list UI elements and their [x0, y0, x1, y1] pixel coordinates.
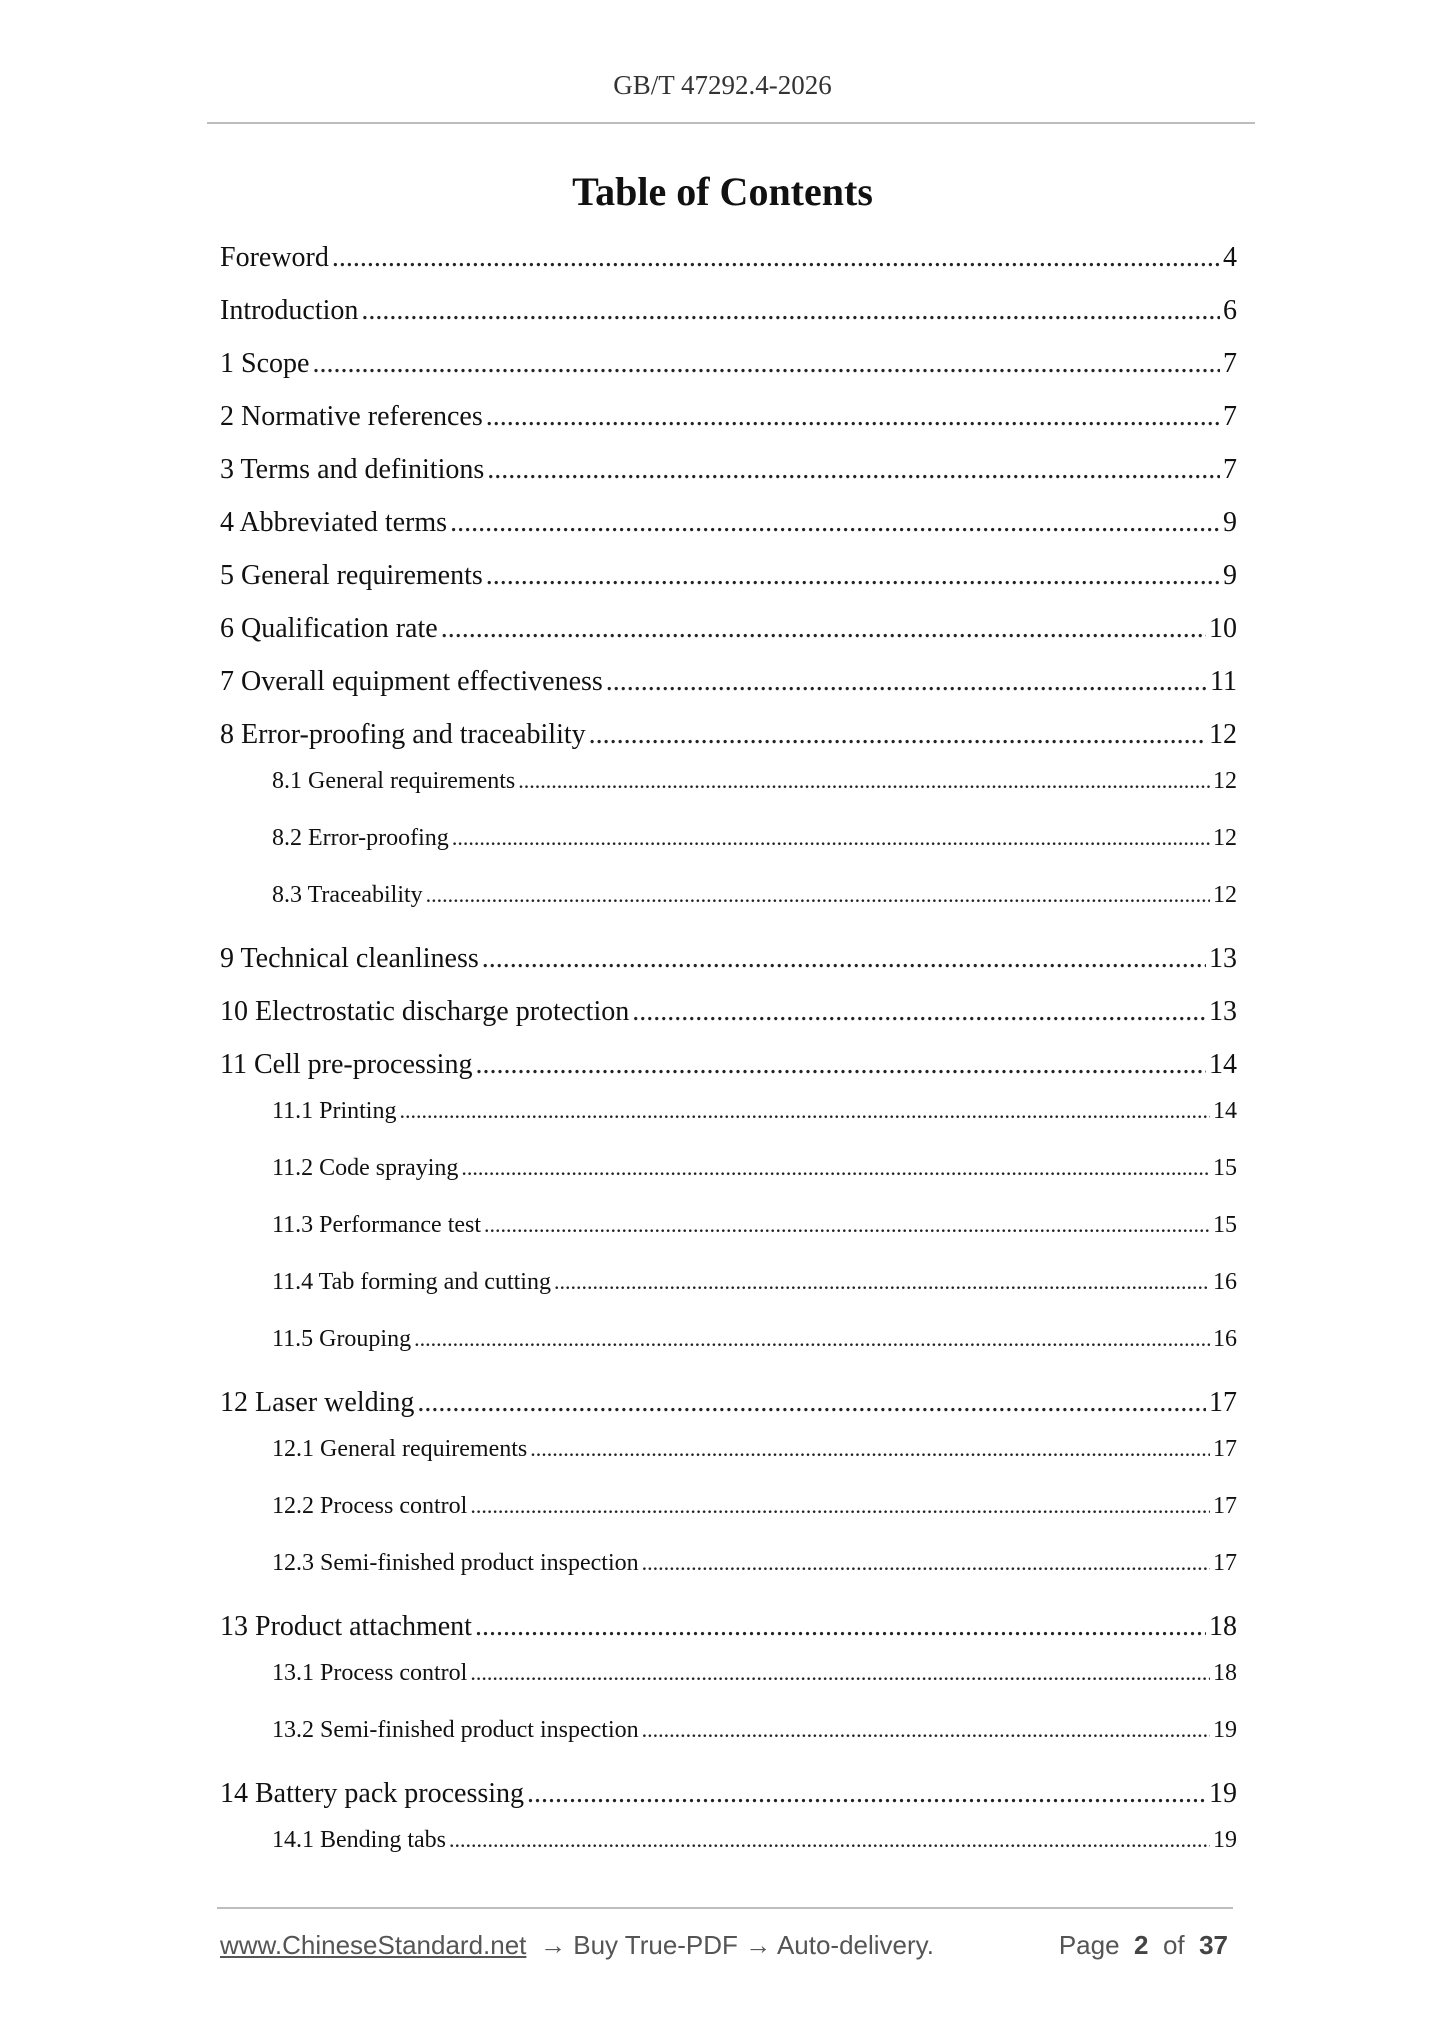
- toc-entry-page-number: 14: [1213, 1098, 1237, 1124]
- dot-leader: [486, 560, 1220, 592]
- toc-subentry[interactable]: [272, 1212, 1237, 1239]
- toc-subentry[interactable]: [272, 1827, 1237, 1854]
- toc-entry[interactable]: [220, 996, 1237, 1028]
- toc-entry-page-number: 19: [1213, 1717, 1237, 1743]
- toc-entry-label: Foreword: [220, 242, 329, 273]
- dot-leader: [312, 348, 1220, 380]
- page-of-word: of: [1162, 1930, 1185, 1960]
- toc-subentry[interactable]: [272, 768, 1237, 795]
- toc-entry-page-number: 19: [1213, 1827, 1237, 1853]
- toc-subentry[interactable]: [272, 1660, 1237, 1687]
- running-header: GB/T 47292.4-2026: [613, 70, 832, 100]
- website-link[interactable]: www.ChineseStandard.net: [220, 1930, 527, 1960]
- toc-entry[interactable]: [220, 401, 1237, 433]
- dot-leader: [441, 613, 1206, 645]
- toc-entry-label: 12 Laser welding: [220, 1387, 415, 1418]
- toc-entry-page-number: 4: [1223, 242, 1237, 273]
- toc-entry-label: 11 Cell pre-processing: [220, 1049, 473, 1080]
- toc-subentry[interactable]: [272, 825, 1237, 852]
- toc-entry-label: 14.1 Bending tabs: [272, 1827, 446, 1853]
- toc-entry-label: 5 General requirements: [220, 560, 483, 591]
- dot-leader: [642, 1550, 1210, 1577]
- toc-entry-label: 8.1 General requirements: [272, 768, 516, 794]
- toc-entry-label: 12.2 Process control: [272, 1493, 468, 1519]
- dot-leader: [589, 719, 1206, 751]
- toc-entry-page-number: 13: [1209, 943, 1237, 974]
- toc-entry-page-number: 13: [1209, 996, 1237, 1027]
- dot-leader: [414, 1326, 1210, 1353]
- toc-entry[interactable]: [220, 1778, 1237, 1810]
- toc-subentry[interactable]: [272, 1098, 1237, 1125]
- toc-entry-label: 8.3 Traceability: [272, 882, 423, 908]
- toc-entry-page-number: 17: [1213, 1493, 1237, 1519]
- toc-entry-page-number: 17: [1209, 1387, 1237, 1418]
- toc-entry-label: 11.1 Printing: [272, 1098, 397, 1124]
- dot-leader: [399, 1098, 1210, 1125]
- toc-entry[interactable]: [220, 348, 1237, 380]
- dot-leader: [449, 1827, 1210, 1854]
- dot-leader: [332, 242, 1220, 274]
- footer-promo-text: → Buy True-PDF → Auto-delivery.: [540, 1930, 934, 1960]
- dot-leader: [642, 1717, 1210, 1744]
- dot-leader: [461, 1155, 1210, 1182]
- toc-entry-page-number: 7: [1223, 401, 1237, 432]
- dot-leader: [417, 1387, 1206, 1419]
- toc-entry-label: 4 Abbreviated terms: [220, 507, 448, 538]
- toc-entry-page-number: 12: [1209, 719, 1237, 750]
- toc-entry[interactable]: [220, 454, 1237, 486]
- toc-entry-page-number: 12: [1213, 882, 1237, 908]
- toc-entry-page-number: 16: [1213, 1269, 1237, 1295]
- toc-subentry[interactable]: [272, 1493, 1237, 1520]
- dot-leader: [487, 454, 1220, 486]
- toc-subentry[interactable]: [272, 1436, 1237, 1463]
- dot-leader: [452, 825, 1210, 852]
- toc-entry-page-number: 18: [1213, 1660, 1237, 1686]
- toc-entry[interactable]: [220, 613, 1237, 645]
- toc-entry-label: 8.2 Error-proofing: [272, 825, 449, 851]
- toc-entry-label: 11.4 Tab forming and cutting: [272, 1269, 551, 1295]
- dot-leader: [361, 295, 1220, 327]
- toc-entry[interactable]: [220, 560, 1237, 592]
- toc-entry-page-number: 17: [1213, 1436, 1237, 1462]
- toc-entry-label: 13.1 Process control: [272, 1660, 468, 1686]
- dot-leader: [470, 1493, 1210, 1520]
- dot-leader: [475, 1049, 1206, 1081]
- toc-entry-label: 3 Terms and definitions: [220, 454, 485, 485]
- toc-entry-label: 11.5 Grouping: [272, 1326, 412, 1352]
- toc-entry[interactable]: [220, 666, 1237, 698]
- page-word: Page: [1058, 1930, 1120, 1960]
- toc-entry-label: 6 Qualification rate: [220, 613, 438, 644]
- toc-entry-page-number: 10: [1209, 613, 1237, 644]
- toc-subentry[interactable]: [272, 1155, 1237, 1182]
- toc-entry-label: Introduction: [220, 295, 359, 326]
- dot-leader: [484, 1212, 1210, 1239]
- toc-entry[interactable]: [220, 943, 1237, 975]
- toc-entry-page-number: 12: [1213, 768, 1237, 794]
- dot-leader: [475, 1611, 1206, 1643]
- dot-leader: [606, 666, 1207, 698]
- toc-entry-page-number: 15: [1213, 1155, 1237, 1181]
- toc-entry-label: 13.2 Semi-finished product inspection: [272, 1717, 639, 1743]
- toc-subentry[interactable]: [272, 882, 1237, 909]
- dot-leader: [470, 1660, 1210, 1687]
- toc-subentry[interactable]: [272, 1550, 1237, 1577]
- toc-entry-label: 9 Technical cleanliness: [220, 943, 479, 974]
- toc-entry-label: 12.1 General requirements: [272, 1436, 528, 1462]
- toc-entry-label: 8 Error-proofing and traceability: [220, 719, 586, 750]
- toc-entry[interactable]: [220, 242, 1237, 274]
- toc-entry-page-number: 16: [1213, 1326, 1237, 1352]
- dot-leader: [527, 1778, 1206, 1810]
- toc-entry-page-number: 12: [1213, 825, 1237, 851]
- toc-entry-label: 13 Product attachment: [220, 1611, 472, 1642]
- dot-leader: [482, 943, 1206, 975]
- page-indicator: [1059, 1930, 1228, 1961]
- toc-entry-page-number: 6: [1223, 295, 1237, 326]
- toc-subentry[interactable]: [272, 1717, 1237, 1744]
- toc-entry[interactable]: [220, 719, 1237, 751]
- dot-leader: [530, 1436, 1210, 1463]
- toc-entry-label: 7 Overall equipment effectiveness: [220, 666, 603, 697]
- toc-entry-page-number: 14: [1209, 1049, 1237, 1080]
- toc-entry-label: 11.3 Performance test: [272, 1212, 482, 1238]
- toc-entry-page-number: 9: [1223, 560, 1237, 591]
- toc-entry[interactable]: [220, 295, 1237, 327]
- dot-leader: [426, 882, 1210, 909]
- toc-entry-label: 10 Electrostatic discharge protection: [220, 996, 630, 1027]
- toc-entry-label: 11.2 Code spraying: [272, 1155, 459, 1181]
- toc-entry-page-number: 9: [1223, 507, 1237, 538]
- toc-subentry[interactable]: [272, 1326, 1237, 1353]
- toc-entry[interactable]: [220, 1387, 1237, 1419]
- footer-divider: [217, 1907, 1233, 1909]
- toc-entry[interactable]: [220, 1049, 1237, 1081]
- toc-entry-label: 12.3 Semi-finished product inspection: [272, 1550, 639, 1576]
- dot-leader: [554, 1269, 1210, 1296]
- toc-entry-page-number: 7: [1223, 348, 1237, 379]
- toc-entry-page-number: 17: [1213, 1550, 1237, 1576]
- toc-entry[interactable]: [220, 1611, 1237, 1643]
- toc-entry-label: 14 Battery pack processing: [220, 1778, 525, 1809]
- toc-entry-page-number: 15: [1213, 1212, 1237, 1238]
- dot-leader: [486, 401, 1220, 433]
- toc-subentry[interactable]: [272, 1269, 1237, 1296]
- total-pages-number: 37: [1199, 1930, 1228, 1960]
- current-page-number: 2: [1134, 1930, 1149, 1960]
- toc-entry-page-number: 19: [1209, 1778, 1237, 1809]
- toc-entry-page-number: 7: [1223, 454, 1237, 485]
- toc-entry-label: 2 Normative references: [220, 401, 483, 432]
- toc-entry-label: 1 Scope: [220, 348, 310, 379]
- toc-entry-page-number: 11: [1210, 666, 1237, 697]
- dot-leader: [450, 507, 1220, 539]
- dot-leader: [518, 768, 1210, 795]
- toc-title: Table of Contents: [572, 169, 873, 214]
- toc-entry[interactable]: [220, 507, 1237, 539]
- dot-leader: [632, 996, 1206, 1028]
- toc-entry-page-number: 18: [1209, 1611, 1237, 1642]
